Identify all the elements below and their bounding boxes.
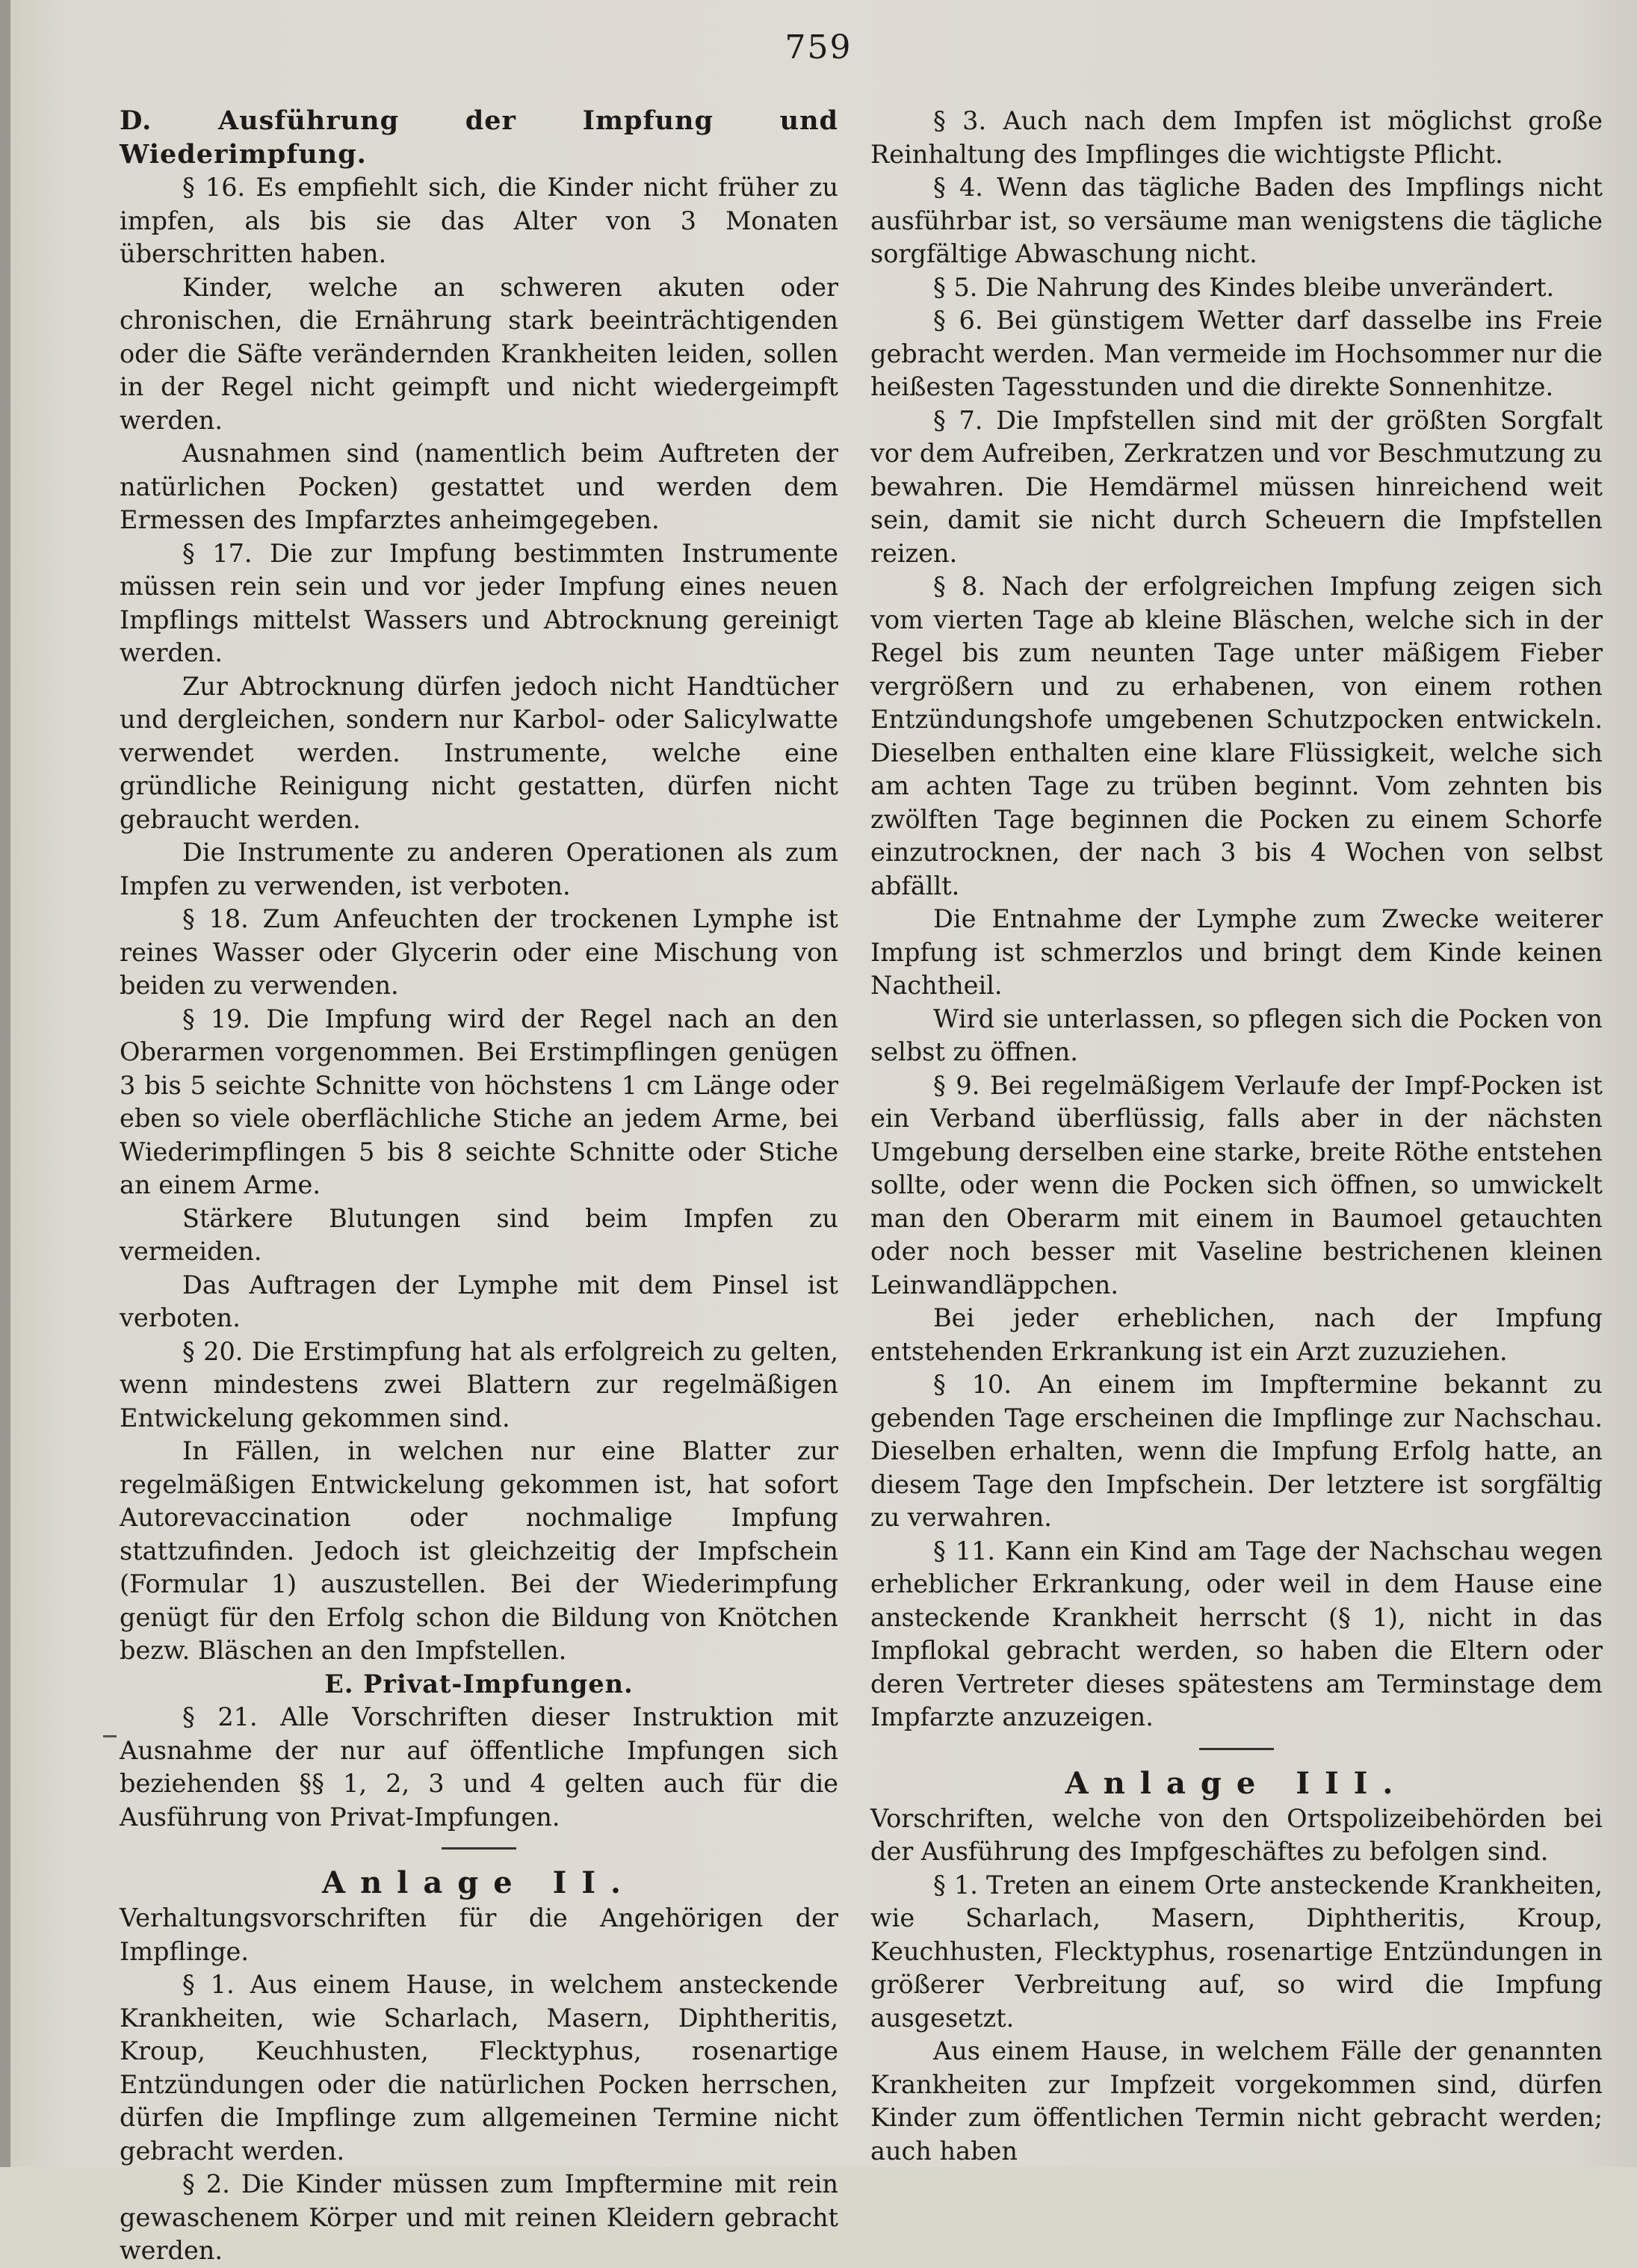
paragraph: § 6. Bei günstigem Wetter darf dasselbe ins Freie gebracht werden. Man vermeide im Hochsommer nur die heißesten Tagesstunden und die direkte Sonnenhitze. (870, 306, 1603, 401)
paragraph: Ausnahmen sind (namentlich beim Auftreten der natürlichen Pocken) gestattet und werden dem Ermessen des Impfarztes anheimgegeben. (120, 439, 838, 534)
paragraph: § 9. Bei regelmäßigem Verlaufe der Impf-Pocken ist ein Verband überflüssig, falls aber in der nächsten Umgebung derselben eine starke, breite Röthe entstehen sollte, oder wenn die Pocken sich öffnen, so umwickelt man den Oberarm mit einem in Baumoel getauchten oder noch besser mit Vaseline bestrichenen kleinen Leinwandläppchen. (870, 1070, 1603, 1300)
paragraph: Zur Abtrocknung dürfen jedoch nicht Handtücher und dergleichen, sondern nur Karbol- oder Salicylwatte verwendet werden. Instrumente, welche eine gründliche Reinigung nicht gestatten, dürfen nicht gebraucht werden. (120, 671, 838, 834)
paragraph: Stärkere Blutungen sind beim Impfen zu vermeiden. (120, 1203, 838, 1266)
paragraph: § 17. Die zur Impfung bestimmten Instrumente müssen rein sein und vor jeder Impfung eines neuen Impflings mittelst Wassers und Abtrocknung gereinigt werden. (120, 538, 838, 667)
paragraph: Das Auftragen der Lymphe mit dem Pinsel ist verboten. (120, 1270, 838, 1332)
paragraph: Aus einem Hause, in welchem Fälle der genannten Krankheiten zur Impfzeit vorgekommen sind, dürfen Kinder zum öffentlichen Termin nicht gebracht werden; auch haben (870, 2036, 1603, 2166)
paragraph: § 1. Treten an einem Orte ansteckende Krankheiten, wie Scharlach, Masern, Diphtheritis, Kroup, Keuchhusten, Flecktyphus, rosenartige Entzündungen in größerer Verbreitung auf, so wird die Impfung ausgesetzt. (870, 1870, 1603, 2033)
section-heading-e: E. Privat-Impfungen. (324, 1669, 634, 1699)
paragraph: § 2. Die Kinder müssen zum Impftermine mit rein gewaschenem Körper und mit reinen Kleidern gebracht werden. (120, 2169, 838, 2265)
paragraph: § 4. Wenn das tägliche Baden des Impflings nicht ausführbar ist, so versäume man wenigstens die tägliche sorgfältige Abwaschung nicht. (870, 173, 1603, 268)
paragraph: § 10. An einem im Impftermine bekannt zu gebenden Tage erscheinen die Impflinge zur Nachschau. Dieselben erhalten, wenn die Impfung Erfolg hatte, an diesem Tage den Impfschein. Der letztere ist sorgfältig zu verwahren. (870, 1370, 1603, 1532)
left-column (120, 105, 838, 2268)
paragraph: Die Instrumente zu anderen Operationen als zum Impfen zu verwenden, ist verboten. (120, 838, 838, 900)
margin-mark (103, 1735, 117, 1737)
anlage-iii-title: Anlage III. (1065, 1765, 1408, 1801)
paragraph: § 21. Alle Vorschriften dieser Instruktion mit Ausnahme der nur auf öffentliche Impfungen sich beziehenden §§ 1, 2, 3 und 4 gelten auch für die Ausführung von Privat-Impfungen. (120, 1702, 838, 1832)
paragraph: § 3. Auch nach dem Impfen ist möglichst große Reinhaltung des Impflinges die wichtigste Pflicht. (870, 106, 1603, 169)
page-number: 759 (785, 28, 852, 67)
paragraph: § 20. Die Erstimpfung hat als erfolgreich zu gelten, wenn mindestens zwei Blattern zur regelmäßigen Entwickelung gekommen sind. (120, 1336, 838, 1433)
paragraph: § 19. Die Impfung wird der Regel nach an den Oberarmen vorgenommen. Bei Erstimpflingen genügen 3 bis 5 seichte Schnitte von höchstens 1 cm Länge oder eben so viele oberflächliche Stiche an jedem Arme, bei Wiederimpflingen 5 bis 8 seichte Schnitte oder Stiche an einem Arme. (120, 1004, 838, 1199)
paragraph: § 1. Aus einem Hause, in welchem ansteckende Krankheiten, wie Scharlach, Masern, Diphtheritis, Kroup, Keuchhusten, Flecktyphus, rosenartige Entzündungen oder die natürlichen Pocken herrschen, dürfen die Impflinge zum allgemeinen Termine nicht gebracht werden. (120, 1970, 838, 2166)
paragraph: Bei jeder erheblichen, nach der Impfung entstehenden Erkrankung ist ein Arzt zuzuziehen. (870, 1303, 1603, 1366)
paragraph: Die Entnahme der Lymphe zum Zwecke weiterer Impfung ist schmerzlos und bringt dem Kinde keinen Nachtheil. (870, 904, 1603, 1000)
paragraph: § 5. Die Nahrung des Kindes bleibe unverändert. (933, 272, 1555, 302)
paragraph: § 8. Nach der erfolgreichen Impfung zeigen sich vom vierten Tage ab kleine Bläschen, welche sich in der Regel bis zum neunten Tage unter mäßigem Fieber vergrößern und zu erhabenen, von einem rothen Entzündungshofe umgebenen Schutzpocken entwickeln. Dieselben enthalten eine klare Flüssigkeit, welche sich am achten Tage zu trüben beginnt. Vom zehnten bis zwölften Tage beginnen die Pocken zu einem Schorfe einzutrocknen, der nach 3 bis 4 Wochen von selbst abfällt. (870, 572, 1603, 900)
divider-rule (1199, 1748, 1274, 1750)
anlage-ii-subtitle: Verhaltungsvorschriften für die Angehörigen der Impflinge. (120, 1903, 838, 1966)
section-heading-d: D. Ausführung der Impfung und Wiederimpfung. (120, 105, 838, 170)
divider-rule (442, 1847, 516, 1850)
paragraph: § 11. Kann ein Kind am Tage der Nachschau wegen erheblicher Erkrankung, oder weil in dem Hause eine ansteckende Krankheit herrscht (§ 1), nicht in das Impflokal gebracht werden, so haben die Eltern oder deren Vertreter dieses spätestens am Terminstage dem Impfarzte anzuzeigen. (870, 1536, 1603, 1731)
anlage-ii-title: Anlage II. (322, 1865, 636, 1900)
paragraph: § 7. Die Impfstellen sind mit der größten Sorgfalt vor dem Aufreiben, Zerkratzen und vor Beschmutzung zu bewahren. Die Hemdärmel müssen hinreichend weit sein, damit sie nicht durch Scheuern die Impfstellen reizen. (870, 405, 1603, 568)
paragraph: § 18. Zum Anfeuchten der trockenen Lymphe ist reines Wasser oder Glycerin oder eine Mischung von beiden zu verwenden. (120, 904, 838, 1000)
binding-edge (0, 0, 10, 2167)
paragraph: Kinder, welche an schweren akuten oder chronischen, die Ernährung stark beeinträchtigenden oder die Säfte verändernden Krankheiten leiden, sollen in der Regel nicht geimpft und nicht wiedergeimpft werden. (120, 272, 838, 435)
anlage-iii-subtitle: Vorschriften, welche von den Ortspolizeibehörden bei der Ausführung des Impfgeschäftes zu befolgen sind. (870, 1803, 1603, 1866)
paragraph: § 16. Es empfiehlt sich, die Kinder nicht früher zu impfen, als bis sie das Alter von 3 Monaten überschritten haben. (120, 173, 838, 268)
right-column (870, 105, 1603, 2168)
paragraph: In Fällen, in welchen nur eine Blatter zur regelmäßigen Entwickelung gekommen ist, hat sofort Autorevaccination oder nochmalige Impfung stattzufinden. Jedoch ist gleichzeitig der Impfschein (Formular 1) auszustellen. Bei der Wiederimpfung genügt für den Erfolg schon die Bildung von Knötchen bezw. Bläschen an den Impfstellen. (120, 1436, 838, 1665)
paragraph: Wird sie unterlassen, so pflegen sich die Pocken von selbst zu öffnen. (870, 1004, 1603, 1066)
